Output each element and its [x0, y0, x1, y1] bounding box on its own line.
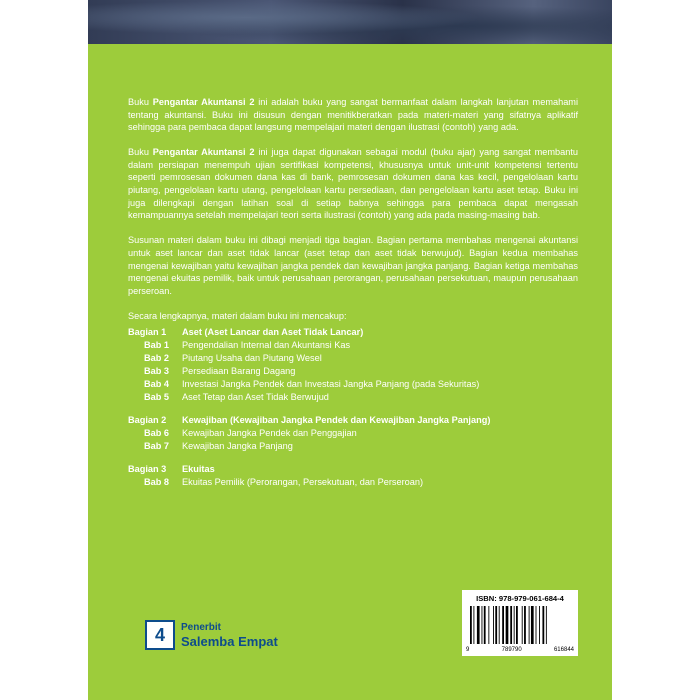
cover-photo	[88, 0, 612, 44]
barcode-icon	[470, 606, 570, 644]
toc-part-3	[128, 463, 578, 489]
isbn-label: ISBN: 978-979-061-684-4	[476, 594, 564, 603]
toc-part-2	[128, 414, 578, 453]
cover-text	[128, 96, 578, 499]
chapter-row: Bab 4 Investasi Jangka Pendek dan Investasi Jangka Panjang (pada Sekuritas)	[143, 379, 480, 390]
toc-intro: Secara lengkapnya, materi dalam buku ini mencakup:	[128, 310, 347, 321]
publisher-block	[145, 616, 278, 654]
chapter-row: Bab 8 Ekuitas Pemilik (Perorangan, Persekutuan, dan Perseroan)	[143, 477, 424, 488]
description-paragraph-2: Buku Pengantar Akuntansi 2 ini juga dapat digunakan sebagai modul (buku ajar) yang sangat membantu dalam persiapan menempuh ujian sertifikasi kompetensi, khususnya untuk unit-unit kompetensi tertentu seperti pemrosesan dokumen dana kas di bank, pemrosesan dokumen dana kas kecil, pengelolaan kartu piutang, pengelolaan kartu utang, pengelolaan kartu persediaan, dan pengelolaan kartu aset tetap. Buku ini juga dilengkapi dengan latihan soal di setiap babnya sehingga para pembaca dapat mengasah kemampuannya setelah mempelajari teori serta ilustrasi (contoh) yang ada pada masing-masing bab.	[128, 147, 578, 221]
chapter-row: Bab 1 Pengendalian Internal dan Akuntansi Kas	[143, 340, 351, 351]
chapter-row: Bab 7 Kewajiban Jangka Panjang	[143, 441, 293, 452]
barcode-digits: 9 789790 616844	[466, 647, 574, 653]
publisher-name: Penerbit Salemba Empat	[181, 622, 278, 649]
description-paragraph-1: Buku Pengantar Akuntansi 2 ini adalah buku yang sangat bermanfaat dalam langkah lanjutan memahami tentang akuntansi. Buku ini disusun dengan menitikberatkan pada materi-materi yang sifatnya aplikatif sehingga para pembaca dapat langsung mempelajari materi dengan ilustrasi (contoh) yang ada.	[128, 97, 578, 133]
toc-part-1	[128, 326, 578, 404]
description-paragraph-3: Susunan materi dalam buku ini dibagi menjadi tiga bagian. Bagian pertama membahas mengenai akuntansi untuk aset lancar dan aset tidak lancar (aset tetap dan aset tidak berwujud). Bagian kedua membahas mengenai kewajiban yaitu kewajiban jangka pendek dan kewajiban jangka panjang. Bagian ketiga membahas mengenai ekuitas pemilik, baik untuk perusahaan perorangan, perusahaan persekutuan, maupun perusahaan perseroan.	[128, 235, 578, 296]
isbn-barcode	[462, 590, 578, 656]
chapter-row: Bab 2 Piutang Usaha dan Piutang Wesel	[143, 353, 322, 364]
publisher-logo-icon: 4	[145, 620, 175, 650]
part-heading: Bagian 1 Aset (Aset Lancar dan Aset Tidak Lancar)	[128, 327, 364, 338]
book-title-bold: Pengantar Akuntansi 2	[152, 147, 255, 158]
part-heading: Bagian 3 Ekuitas	[128, 464, 215, 475]
part-heading: Bagian 2 Kewajiban (Kewajiban Jangka Pendek dan Kewajiban Jangka Panjang)	[128, 415, 491, 426]
chapter-row: Bab 6 Kewajiban Jangka Pendek dan Penggajian	[143, 428, 357, 439]
book-back-cover	[88, 0, 612, 700]
chapter-row: Bab 5 Aset Tetap dan Aset Tidak Berwujud	[143, 392, 329, 403]
book-title-bold: Pengantar Akuntansi 2	[152, 97, 255, 107]
chapter-row: Bab 3 Persediaan Barang Dagang	[143, 366, 296, 377]
